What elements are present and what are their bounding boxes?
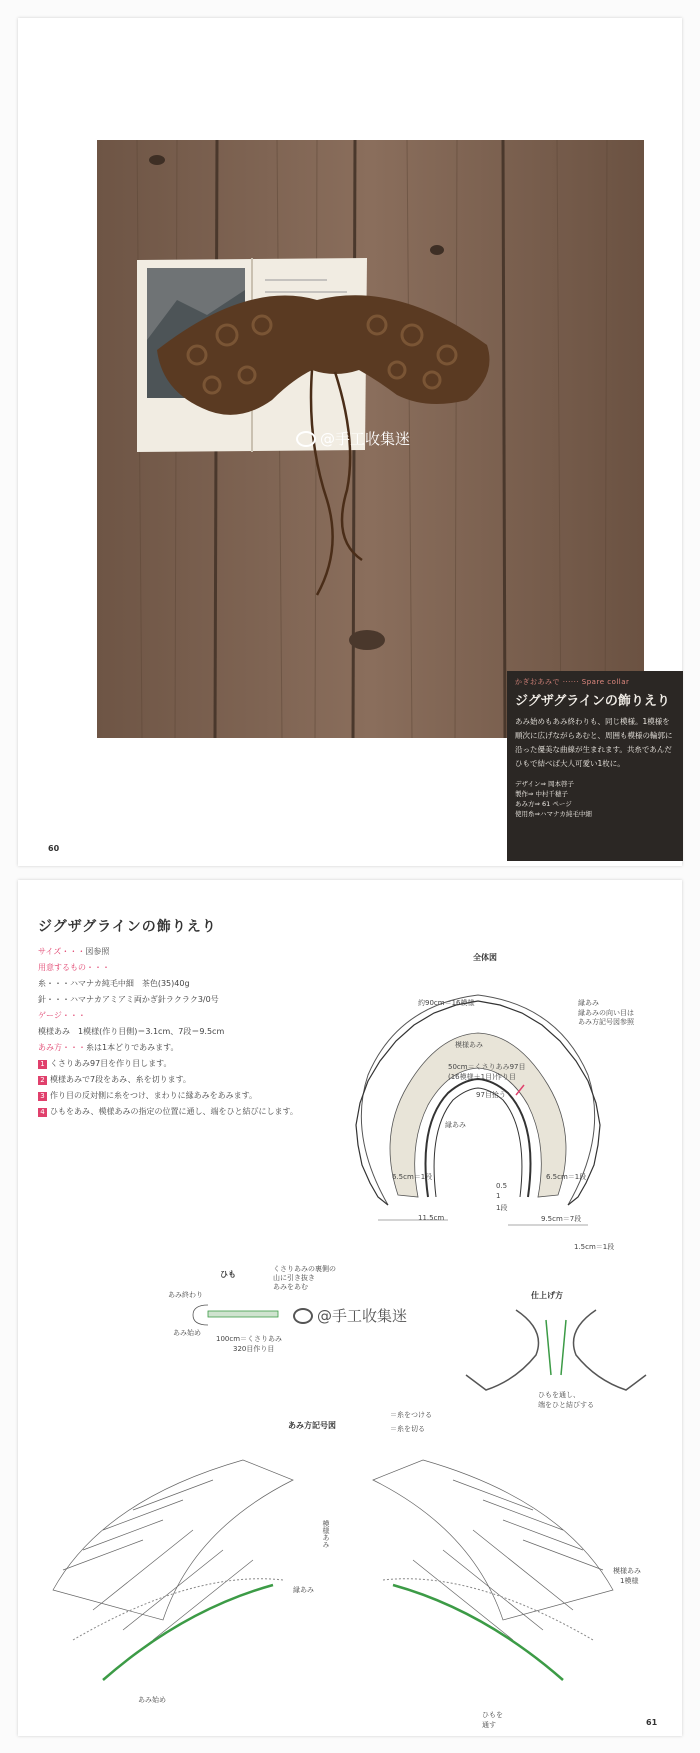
finishing-diagram — [456, 1305, 656, 1395]
cord-length: 100cm＝くさりあみ — [216, 1335, 283, 1343]
overall-heading: 全体図 — [473, 953, 497, 962]
spec-line: 針・・・ハマナカアミアミ両かぎ針ラクラク3/0号 — [38, 995, 219, 1004]
label-inner-sub: (16模様＋1目)作り目 — [448, 1073, 516, 1081]
caption-box — [507, 671, 683, 861]
label-edge: 縁あみ — [578, 999, 599, 1007]
step-line: 1 くさりあみ97目を作り目します。 — [38, 1056, 328, 1072]
credit-line: 使用糸⇒ハマナカ純毛中細 — [515, 810, 592, 818]
cord-start-label: あみ始め — [173, 1329, 201, 1337]
cord-note3: あみをあむ — [273, 1283, 308, 1291]
label-inner-edge: 縁あみ — [445, 1121, 466, 1129]
spec-line: 用意するもの・・・ — [38, 963, 110, 972]
chart-cord-note1: ひもを — [482, 1711, 503, 1719]
materials-list — [38, 944, 328, 1120]
finishing-note2: 端をひと結びする — [538, 1401, 594, 1409]
cord-end-label: あみ終わり — [168, 1291, 203, 1299]
chart-title: あみ方記号図 — [288, 1421, 336, 1430]
label-outer-length: 約90cm＝16模様 — [418, 999, 475, 1007]
spec-line: サイズ・・・図参照 — [38, 947, 110, 956]
overall-diagram — [348, 975, 608, 1245]
label-edge-note1: 縁あみの向い目は — [578, 1009, 634, 1017]
watermark — [296, 428, 410, 449]
spec-line: 糸・・・ハマナカ純毛中細 茶色(35)40g — [38, 979, 190, 988]
caption-credits — [515, 779, 675, 819]
label-right-rows: 6.5cm＝1段 — [546, 1173, 587, 1181]
watermark-text: @手工收集迷 — [320, 430, 411, 448]
label-inner-length: 50cm＝くさりあみ97目 — [448, 1063, 526, 1071]
label-pattern: 模様あみ — [455, 1041, 483, 1049]
label-left-rows: 6.5cm＝1段 — [392, 1173, 433, 1181]
chart-cord-note2: 通す — [482, 1721, 496, 1729]
step-line: 3 作り目の反対側に糸をつけ、まわりに縁あみをあみます。 — [38, 1088, 328, 1104]
spec-line: 模様あみ 1模様(作り目側)＝3.1cm、7段＝9.5cm — [38, 1027, 225, 1036]
label-gap1: 0.5 — [496, 1182, 508, 1190]
credit-line: デザイン⇒ 岡本啓子 — [515, 780, 575, 788]
caption-category: かぎおあみで ······ Spare collar — [515, 678, 630, 686]
magazine-page-60 — [18, 18, 682, 866]
cord-illustration — [188, 1300, 288, 1330]
stitch-chart — [43, 1440, 643, 1700]
cord-title: ひも — [220, 1270, 236, 1279]
label-chain-count: 97目拾う — [476, 1091, 506, 1099]
chart-pattern-label: 模様あみ — [322, 1520, 330, 1548]
chart-right-note1: 模様あみ — [613, 1567, 641, 1575]
step-line: 2 模様あみで7段をあみ、糸を切ります。 — [38, 1072, 328, 1088]
spec-line: ゲージ・・・ — [38, 1011, 86, 1020]
finishing-title: 仕上げ方 — [531, 1291, 563, 1300]
chart-start-label: あみ始め — [138, 1696, 166, 1704]
caption-body: あみ始めもあみ終わりも、同じ模様。1模様を順次に広げながらあむと、周囲も模様の輪郭に沿った優美な曲線が生まれます。共糸であんだひもで結べば大人可愛い1枚に。 — [515, 717, 673, 768]
credit-line: 製作⇒ 中村千穂子 — [515, 790, 569, 798]
chart-right-note2: 1模様 — [620, 1577, 639, 1585]
label-gap3: 1段 — [496, 1204, 508, 1212]
page-number: 61 — [646, 1718, 658, 1727]
watermark — [293, 1305, 407, 1326]
label-gap2: 1 — [496, 1192, 501, 1200]
cord-note2: 山に引き抜き — [273, 1274, 315, 1282]
weibo-eye-icon — [293, 1308, 313, 1324]
caption-title: ジグザグラインの飾りえり — [515, 694, 670, 709]
cord-count: 320目作り目 — [233, 1345, 275, 1353]
weibo-eye-icon — [296, 431, 316, 447]
credit-line: あみ方⇒ 61 ページ — [515, 800, 572, 808]
chart-edge-label: 縁あみ — [293, 1586, 314, 1594]
chart-legend1: ＝糸をつける — [390, 1411, 432, 1419]
instructions-title: ジグザグラインの飾りえり — [38, 919, 217, 935]
label-bottom-right2: 1.5cm＝1段 — [574, 1243, 615, 1251]
step-line: 4 ひもをあみ、模様あみの指定の位置に通し、端をひと結びにします。 — [38, 1104, 328, 1120]
chart-legend2: ＝糸を切る — [390, 1425, 425, 1433]
magazine-page-61 — [18, 880, 682, 1736]
finishing-note1: ひもを通し、 — [538, 1391, 580, 1399]
cord-note1: くさりあみの裏側の — [273, 1265, 336, 1273]
spec-line: あみ方・・・糸は1本どりであみます。 — [38, 1043, 179, 1052]
label-bottom-left: 11.5cm — [418, 1214, 445, 1222]
page-number: 60 — [48, 844, 60, 853]
watermark-text: @手工收集迷 — [317, 1307, 408, 1325]
label-bottom-right: 9.5cm＝7段 — [541, 1215, 582, 1223]
label-edge-note2: あみ方記号図参照 — [578, 1018, 634, 1026]
